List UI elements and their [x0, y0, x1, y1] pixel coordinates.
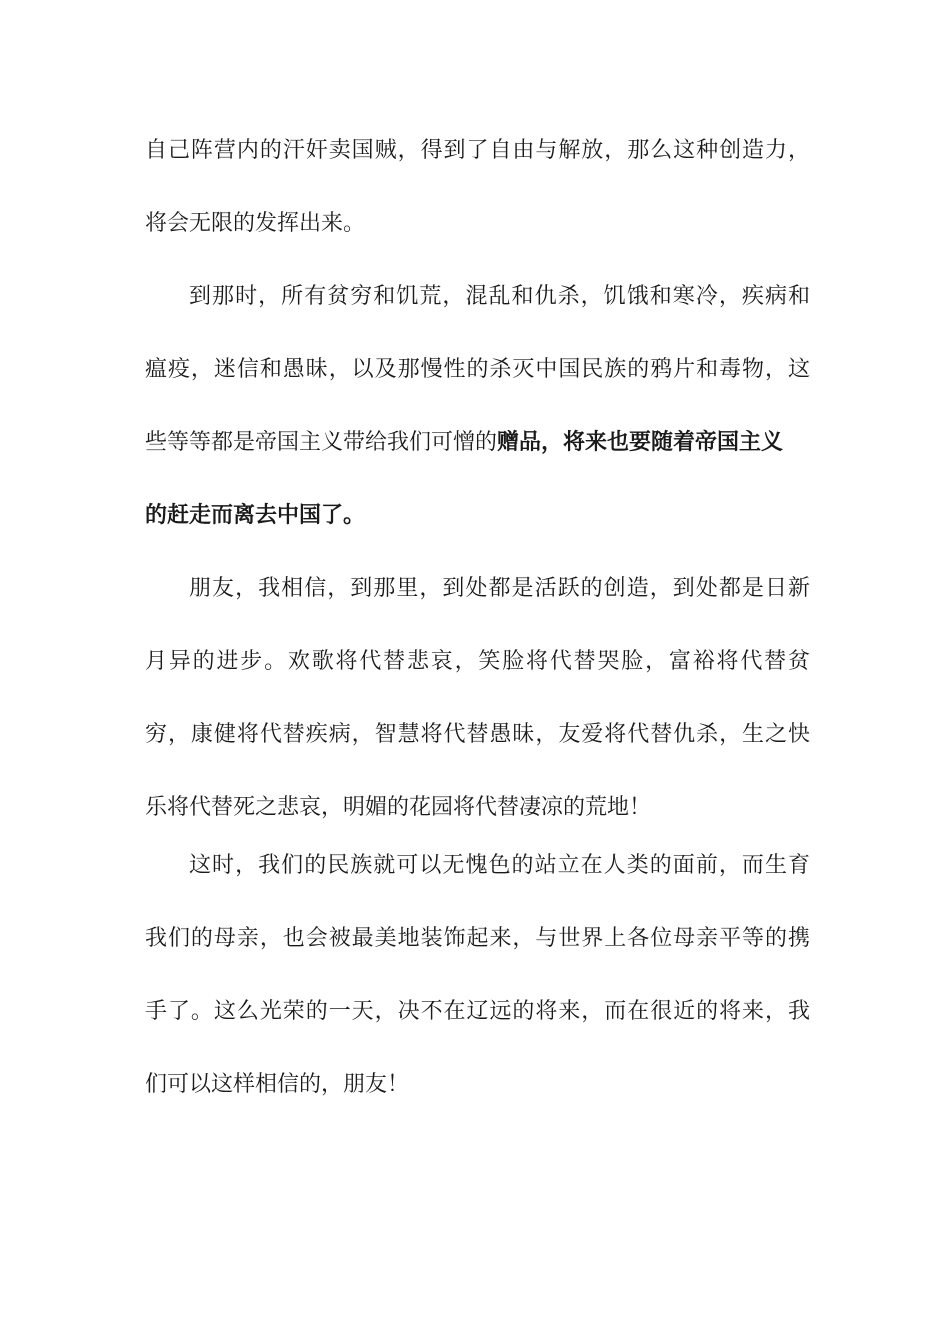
- paragraph-start-line: 朋友，我相信，到那里，到处都是活跃的创造，到处都是日新: [189, 576, 810, 601]
- text-line: 自己阵营内的汗奸卖国贼，得到了自由与解放，那么这种创造力，: [145, 138, 810, 163]
- text-line: 将会无限的发挥出来。: [145, 211, 366, 236]
- paragraph-start-line: 到那时，所有贫穷和饥荒，混乱和仇杀，饥饿和寒冷，疾病和: [189, 284, 810, 309]
- text-line: 穷，康健将代替疾病，智慧将代替愚昧，友爱将代替仇杀，生之快: [145, 722, 810, 747]
- text-line: [145, 423, 810, 463]
- paragraph-start-line: 这时，我们的民族就可以无愧色的站立在人类的面前，而生育: [189, 853, 810, 878]
- text-line: 月异的进步。欢歌将代替悲哀，笑脸将代替哭脸，富裕将代替贫: [145, 649, 810, 674]
- text-segment: 些等等都是帝国主义带给我们可憎的: [145, 430, 498, 455]
- text-line: 的赶走而离去中国了。: [145, 503, 366, 528]
- text-line: 乐将代替死之悲哀，明媚的花园将代替凄凉的荒地！: [145, 795, 652, 820]
- text-line: 们可以这样相信的，朋友！: [145, 1072, 410, 1097]
- text-segment-sans: 赠品，将来也要随着帝国主义: [497, 430, 784, 455]
- text-line: 瘟疫，迷信和愚昧，以及那慢性的杀灭中国民族的鸦片和毒物，这: [145, 357, 810, 382]
- text-line: 我们的母亲，也会被最美地装饰起来，与世界上各位母亲平等的携: [145, 926, 810, 951]
- text-line: 手了。这么光荣的一天，决不在辽远的将来，而在很近的将来，我: [145, 999, 810, 1024]
